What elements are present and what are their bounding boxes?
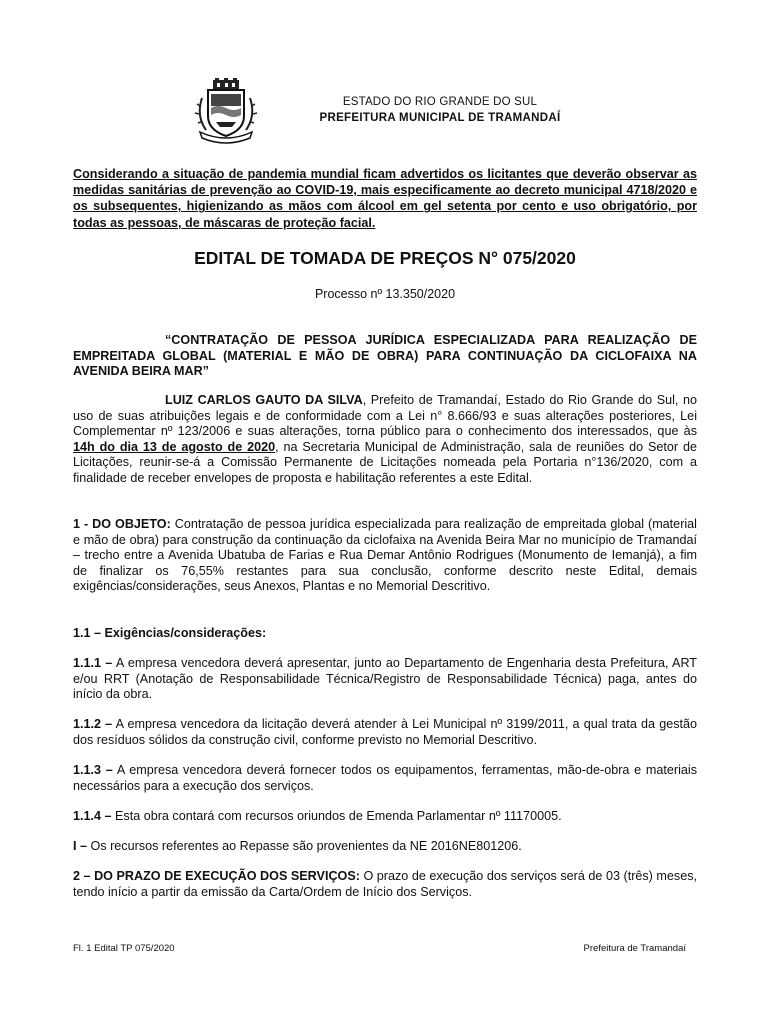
item-label: 1.1.2 – — [73, 717, 113, 731]
item-label: 1.1.4 – — [73, 809, 112, 823]
municipal-coat-of-arms-icon — [190, 78, 262, 146]
prazo-paragraph — [73, 869, 697, 900]
object-title: “CONTRATAÇÃO DE PESSOA JURÍDICA ESPECIALIZADA PARA REALIZAÇÃO DE EMPREITADA GLOBAL (MATERIAL E MÃO DE OBRA) PARA CONTINUAÇÃO DA CICLOFAIXA NA AVENIDA BEIRA MAR” — [73, 333, 697, 379]
item-1-1-3 — [73, 763, 697, 794]
item-label: I – — [73, 839, 88, 853]
item-label: 1.1.3 – — [73, 763, 113, 777]
item-label: 1.1.1 – — [73, 656, 113, 670]
item-text: A empresa vencedora da licitação deverá atender à Lei Municipal nº 3199/2011, a qual trata da gestão dos resíduos sólidos da construção civil, conforme previsto no Memorial Descritivo. — [73, 717, 698, 747]
prazo-label: 2 – DO PRAZO DE EXECUÇÃO DOS SERVIÇOS: — [73, 869, 360, 883]
item-text: Esta obra contará com recursos oriundos de Emenda Parlamentar nº 11170005. — [111, 809, 562, 823]
objeto-text: Contratação de pessoa jurídica especializada para realização de empreitada global (material e mão de obra) para construção da continuação da ciclofaixa na Avenida Beira Mar no município de Tramandaí – trecho entre a Avenida Ubatuba de Farias e Rua Demar Antônio Rodrigues (Monumento de Iemanjá), a fim de finalizar os 76,55% restantes para sua conclusão, conforme descrito neste Edital, demais exigências/considerações, seus Anexos, Plantas e no Memorial Descritivo. — [73, 517, 697, 594]
intro-text-1: , Prefeito de Tramandaí, Estado do Rio Grande do Sul, no uso de suas atribuições legais e de conformidade com a Lei n° 8.666/93 e suas alterações posteriores, Lei Complementar nº 123/2006 e suas alterações, torna público para o conhecimento dos interessados, que às — [73, 393, 697, 439]
footer-prefeitura: Prefeitura de Tramandaí — [583, 943, 686, 954]
item-1-1-1 — [73, 656, 697, 703]
footer-page-ref: Fl. 1 Edital TP 075/2020 — [73, 943, 175, 954]
item-text: Os recursos referentes ao Repasse são provenientes da NE 2016NE801206. — [87, 839, 522, 853]
objeto-label: 1 - DO OBJETO: — [73, 517, 171, 531]
item-1-1-4 — [73, 809, 697, 825]
state-heading: ESTADO DO RIO GRANDE DO SUL — [342, 96, 538, 108]
intro-text-2: , na Secretaria Municipal de Administração, sala de reuniões do Setor de Licitações, reunir-se-á a Comissão Permanente de Licitações nomeada pela Portaria n°136/2020, com a finalidade de receber envelopes de proposta e habilitação referentes a este Edital. — [73, 439, 698, 485]
mayor-name: LUIZ CARLOS GAUTO DA SILVA — [165, 393, 363, 407]
item-text: A empresa vencedora deverá fornecer todos os equipamentos, ferramentas, mão-de-obra e materiais necessários para a execução dos serviços. — [73, 763, 698, 793]
objeto-paragraph — [73, 517, 697, 595]
item-i — [73, 839, 697, 855]
covid-warning: Considerando a situação de pandemia mundial ficam advertidos os licitantes que deverão observar as medidas sanitárias de prevenção ao COVID-19, mais especificamente ao decreto municipal 4718/2020 e os subsequentes, higienizando as mãos com álcool em gel setenta por cento e uso obrigatório, por todas as pessoas, de máscaras de proteção facial. — [73, 167, 697, 230]
intro-paragraph — [73, 393, 697, 487]
prefeitura-heading: PREFEITURA MUNICIPAL DE TRAMANDAÍ — [319, 112, 561, 124]
exigencias-heading: 1.1 – Exigências/considerações: — [73, 626, 267, 640]
processo-number: Processo nº 13.350/2020 — [314, 287, 456, 301]
item-text: A empresa vencedora deverá apresentar, junto ao Departamento de Engenharia desta Prefeitura, ART e/ou RRT (Anotação de Responsabilidade Técnica/Registro de Responsabilidade Técnica) paga, antes do início da obra. — [73, 656, 697, 702]
prazo-text: O prazo de execução dos serviços será de 03 (três) meses, tendo início a partir da emissão da Carta/Ordem de Início dos Serviços. — [73, 869, 698, 899]
document-title: EDITAL DE TOMADA DE PREÇOS N° 075/2020 — [194, 248, 576, 268]
item-1-1-2 — [73, 717, 697, 748]
opening-datetime: 14h do dia 13 de agosto de 2020 — [73, 439, 276, 454]
